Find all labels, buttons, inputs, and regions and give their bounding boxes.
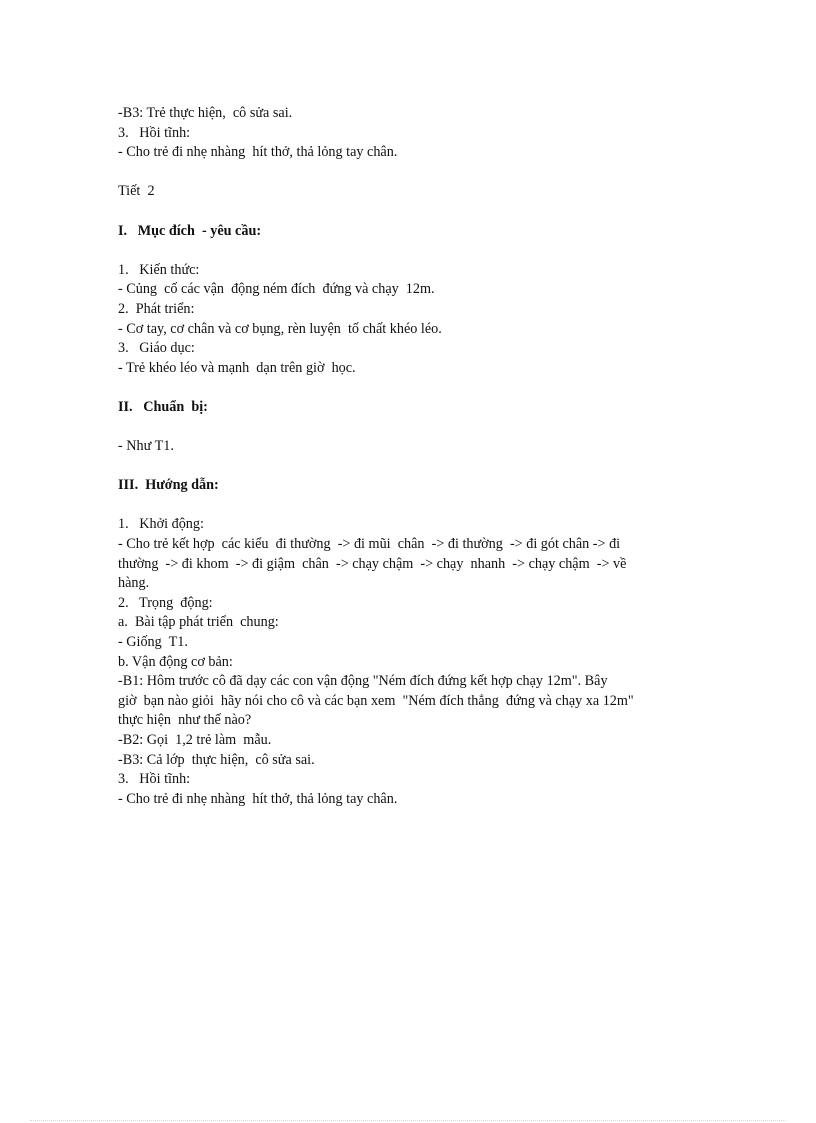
text-line: a. Bài tập phát triển chung: — [118, 614, 279, 631]
text-line: hàng. — [118, 575, 150, 592]
document-body — [118, 104, 698, 809]
section-heading-guidance: III. Hướng dẫn: — [118, 477, 219, 494]
numbered-item: 3. Giáo dục: — [118, 340, 195, 357]
text-line: - Cơ tay, cơ chân và cơ bụng, rèn luyện tố chất khéo léo. — [118, 320, 442, 337]
lesson-title: Tiết 2 — [118, 183, 155, 200]
text-line: -B3: Trẻ thực hiện, cô sửa sai. — [118, 105, 293, 121]
text-line: -B1: Hôm trước cô đã dạy các con vận động "Ném đích đứng kết hợp chạy 12m". Bây — [118, 673, 608, 690]
blank-line — [118, 163, 698, 183]
numbered-item: 3. Hồi tĩnh: — [118, 771, 191, 788]
blank-line — [118, 241, 698, 261]
text-line: thường -> đi khom -> đi giậm chân -> chạy chậm -> chạy nhanh -> chạy chậm -> về — [118, 555, 627, 572]
blank-line — [118, 418, 698, 438]
numbered-item: 2. Phát triển: — [118, 300, 195, 317]
text-line: - Như T1. — [118, 438, 174, 455]
text-line: -B3: Cả lớp thực hiện, cô sửa sai. — [118, 751, 315, 768]
blank-line — [118, 202, 698, 222]
blank-line — [118, 496, 698, 516]
text-line: - Củng cố các vận động ném đích đứng và chạy 12m. — [118, 281, 435, 298]
text-line: - Cho trẻ đi nhẹ nhàng hít thở, thả lỏng tay chân. — [118, 144, 398, 161]
text-line: b. Vận động cơ bản: — [118, 653, 233, 670]
page-bottom-rule — [30, 1120, 786, 1121]
numbered-item: 2. Trọng động: — [118, 594, 213, 611]
blank-line — [118, 457, 698, 477]
text-line: - Cho trẻ đi nhẹ nhàng hít thở, thả lỏng tay chân. — [118, 790, 398, 807]
text-line: giờ bạn nào giỏi hãy nói cho cô và các bạn xem "Ném đích thẳng đứng và chạy xa 12m" — [118, 692, 634, 709]
numbered-item: 3. Hồi tĩnh: — [118, 124, 191, 141]
section-heading-objectives: I. Mục đích - yêu cầu: — [118, 222, 262, 239]
text-line: thực hiện như thế nào? — [118, 712, 252, 729]
numbered-item: 1. Khởi động: — [118, 516, 204, 533]
section-heading-preparation: II. Chuẩn bị: — [118, 398, 208, 415]
text-line: - Trẻ khéo léo và mạnh dạn trên giờ học. — [118, 359, 356, 376]
blank-line — [118, 378, 698, 398]
text-line: - Cho trẻ kết hợp các kiểu đi thường -> đi mũi chân -> đi thường -> đi gót chân -> đi — [118, 536, 621, 553]
text-line: -B2: Gọi 1,2 trẻ làm mẫu. — [118, 732, 272, 748]
numbered-item: 1. Kiến thức: — [118, 261, 200, 278]
text-line: - Giống T1. — [118, 634, 188, 651]
